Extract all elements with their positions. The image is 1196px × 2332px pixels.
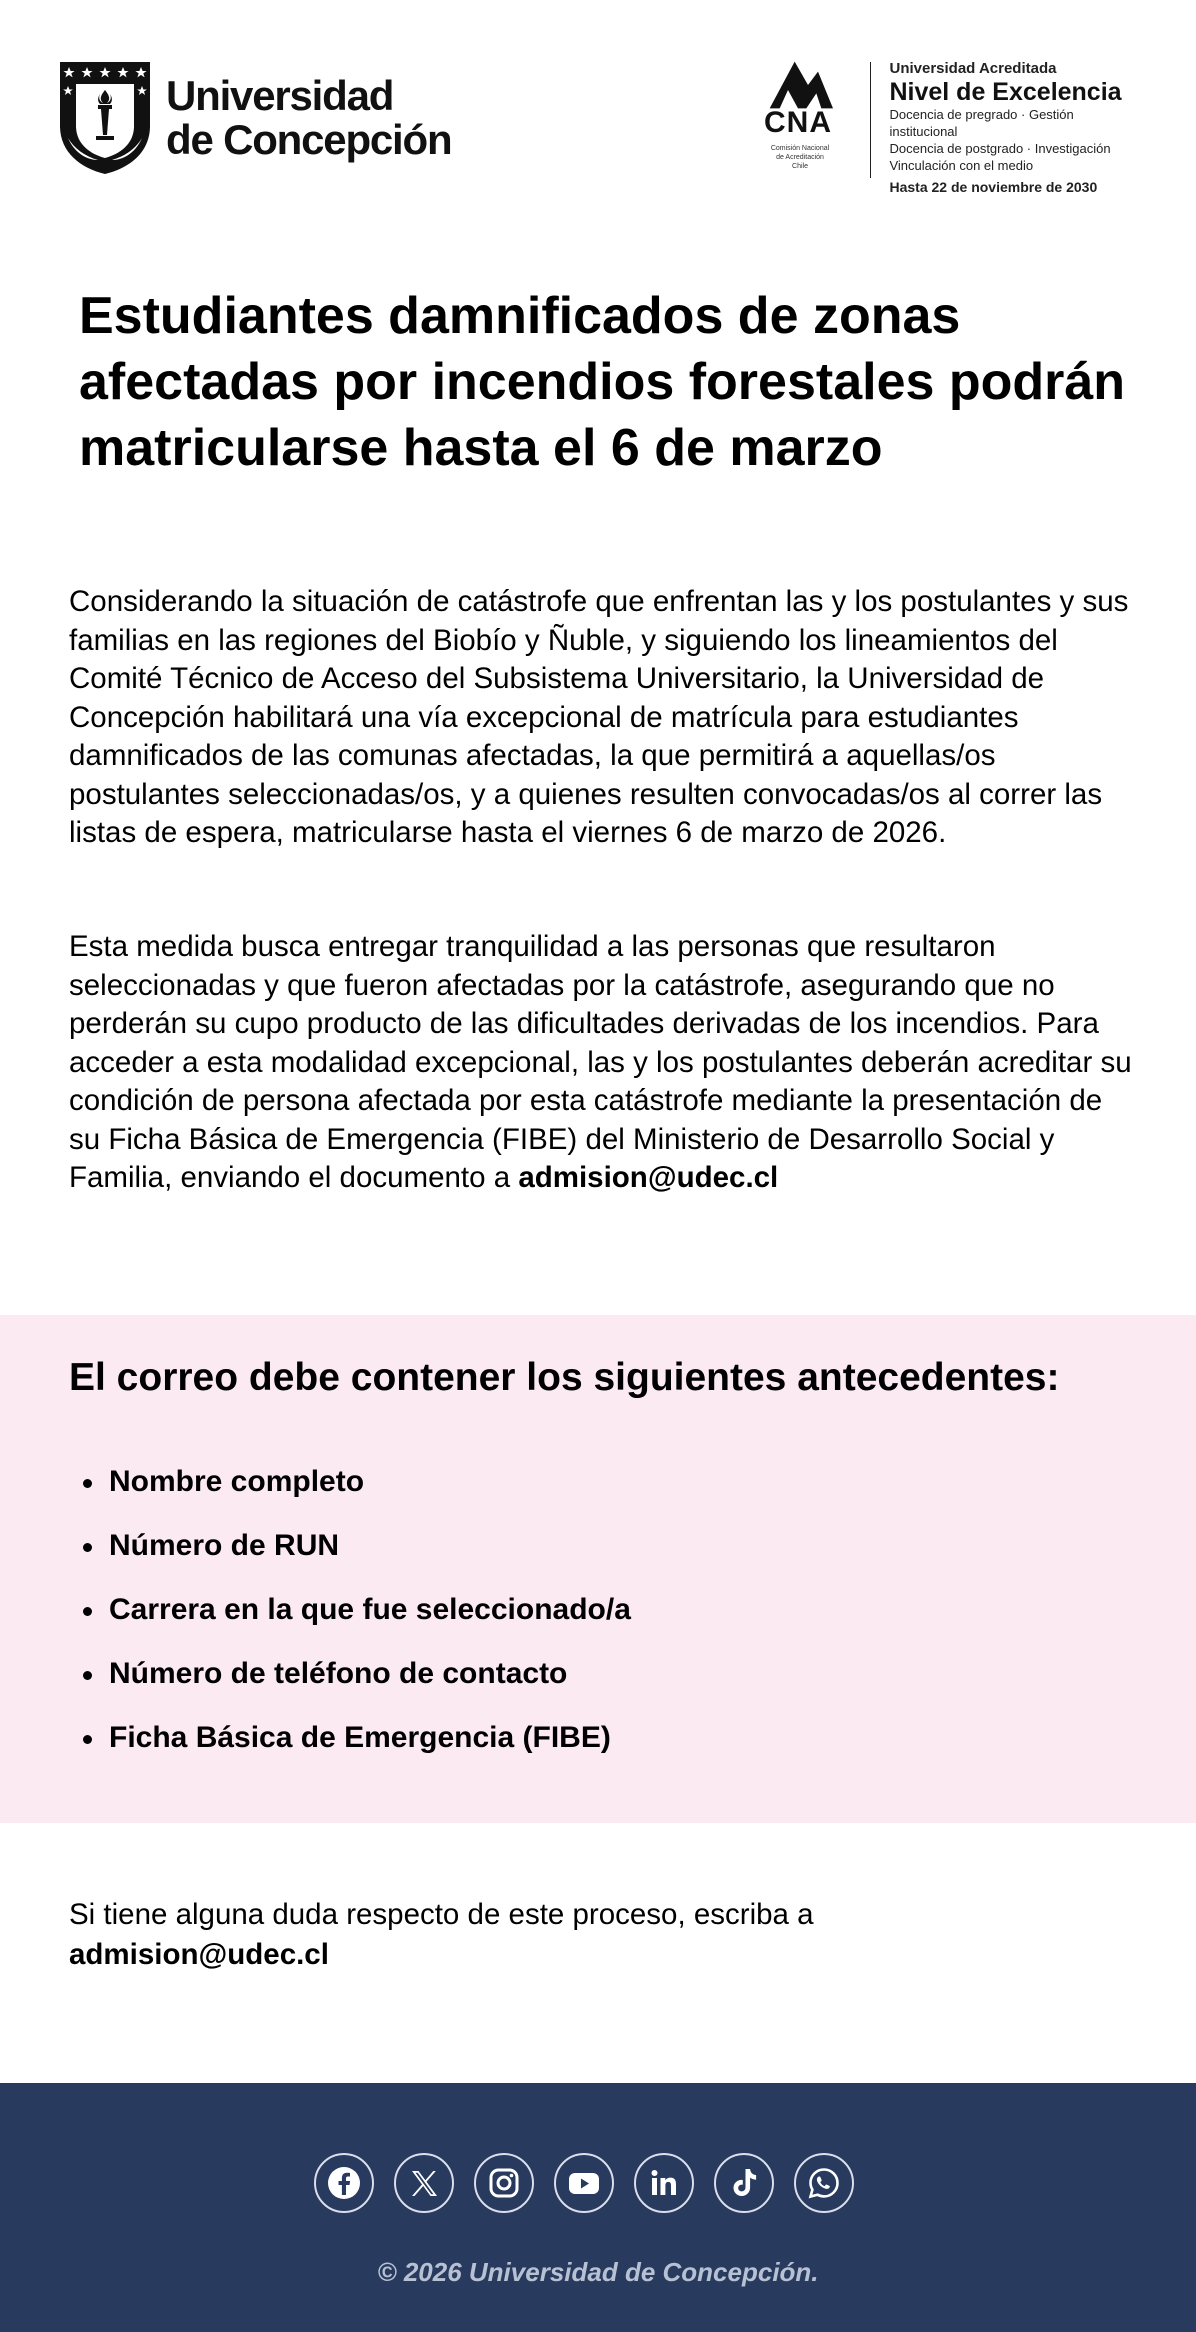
list-item: Ficha Básica de Emergencia (FIBE) [69, 1706, 631, 1770]
cna-subtext-line: Comisión Nacional [770, 145, 830, 152]
email-header [0, 0, 1196, 200]
youtube-icon [566, 2165, 602, 2201]
social-links [314, 2153, 854, 2213]
requirements-list [69, 1450, 631, 1770]
list-item: Carrera en la que fue seleccionado/a [69, 1578, 631, 1642]
udec-name-line1: Universidad [166, 72, 394, 119]
cna-mark-text: CNA [764, 106, 832, 139]
contact-text: Si tiene alguna duda respecto de este proceso, escriba a [69, 1898, 814, 1931]
cna-divider [870, 62, 872, 178]
whatsapp-icon [806, 2165, 842, 2201]
paragraph-2-text: Esta medida busca entregar tranquilidad a las personas que resultaron seleccionadas y que fueron afectadas por la catástrofe, asegurando que no perderán su cupo producto de las dificultades derivadas de los incendios. Para acceder a esta modalidad excepcional, las y los postulantes deberán acreditar su condición de persona afectada por esta catástrofe mediante la presentación de su Ficha Básica de Emergencia (FIBE) del Ministerio de Desarrollo Social y Familia, enviando el documento a [69, 930, 1132, 1194]
tiktok-icon [726, 2165, 762, 2201]
contact-email-link[interactable]: admision@udec.cl [69, 1938, 329, 1971]
youtube-link[interactable] [554, 2153, 614, 2213]
udec-wordmark [166, 74, 451, 162]
udec-logo[interactable] [58, 60, 451, 176]
cna-logo [760, 60, 860, 180]
tiktok-link[interactable] [714, 2153, 774, 2213]
x-link[interactable] [394, 2153, 454, 2213]
list-item: Nombre completo [69, 1450, 631, 1514]
footer-copyright: © 2026 Universidad de Concepción. [377, 2257, 819, 2287]
accreditation-line3: Docencia de pregrado · Gestión institucional [889, 107, 1074, 139]
accreditation-level: Nivel de Excelencia [889, 78, 1122, 106]
instagram-icon [486, 2165, 522, 2201]
instagram-link[interactable] [474, 2153, 534, 2213]
article-paragraph-1: Considerando la situación de catástrofe que enfrentan las y los postulantes y sus familias en las regiones del Biobío y Ñuble, y siguiendo los lineamientos del Comité Técnico de Acceso del Subsistema Universitario, la Universidad de Concepción habilitará una vía excepcional de matrícula para estudiantes damnificados de las comunas afectadas, la que permitirá a aquellas/os postulantes seleccionadas/os, y a quienes resulten convocadas/os al correr las listas de espera, matricularse hasta el viernes 6 de marzo de 2026. [69, 585, 1129, 849]
udec-shield-icon [58, 60, 152, 176]
facebook-link[interactable] [314, 2153, 374, 2213]
contact-paragraph [69, 1895, 1139, 1975]
accreditation-line1: Universidad Acreditada [889, 60, 1057, 77]
admission-email-link[interactable]: admision@udec.cl [518, 1161, 779, 1194]
cna-text-block [889, 60, 1144, 195]
facebook-icon [326, 2165, 362, 2201]
x-icon [406, 2165, 442, 2201]
accreditation-line5: Vinculación con el medio [889, 158, 1034, 173]
list-item: Número de RUN [69, 1514, 631, 1578]
cna-subtext-line: de Acreditación [776, 154, 824, 161]
article-title: Estudiantes damnificados de zonas afectadas por incendios forestales podrán matricularse hasta el 6 de marzo [79, 287, 1126, 477]
article-paragraph-2 [69, 928, 1139, 1198]
cna-mountain-icon [766, 60, 850, 110]
accreditation-line4: Docencia de postgrado · Investigación [889, 141, 1111, 156]
cna-subtext [760, 144, 840, 171]
cna-accreditation-badge [760, 60, 1144, 195]
linkedin-link[interactable] [634, 2153, 694, 2213]
linkedin-icon [646, 2165, 682, 2201]
whatsapp-link[interactable] [794, 2153, 854, 2213]
cna-subtext-line: Chile [792, 163, 808, 170]
requirements-title: El correo debe contener los siguientes antecedentes: [69, 1356, 1060, 1399]
list-item: Número de teléfono de contacto [69, 1642, 631, 1706]
udec-name-line2: de Concepción [166, 116, 452, 163]
accreditation-validity: Hasta 22 de noviembre de 2030 [889, 179, 1098, 195]
